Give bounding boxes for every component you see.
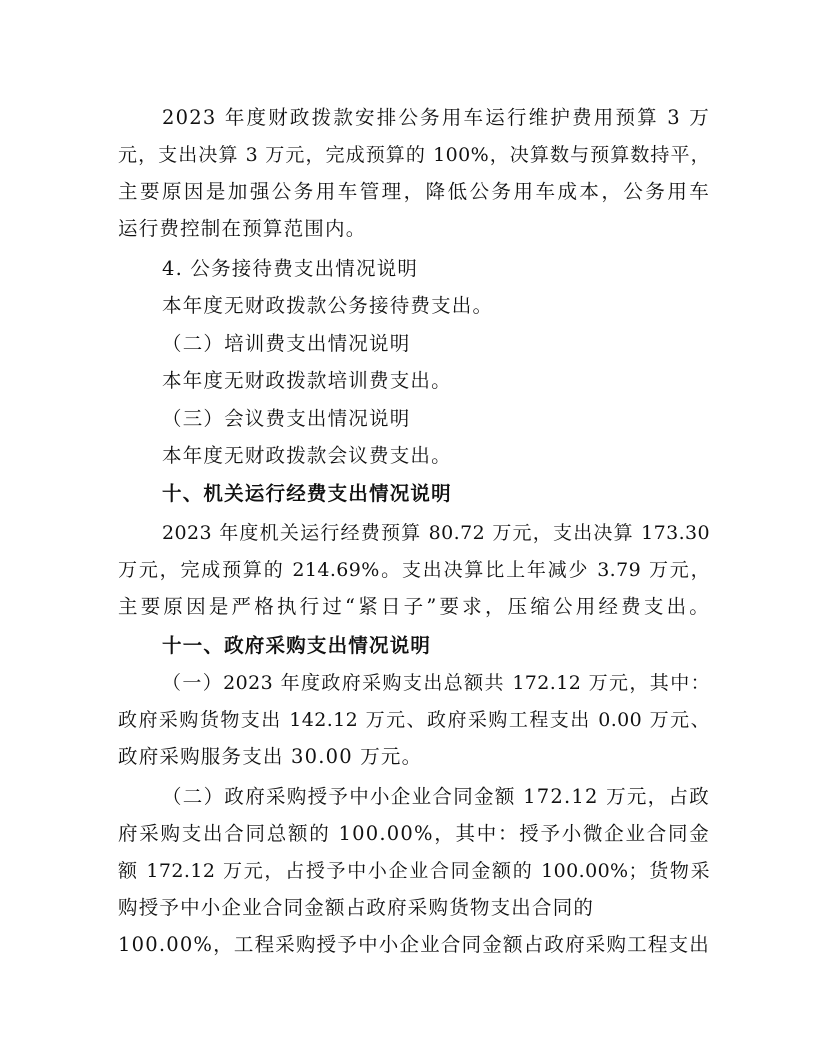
subsection-heading: 4. 公务接待费支出情况说明: [162, 257, 419, 280]
body-line: 本年度无财政拨款会议费支出。: [162, 444, 452, 467]
body-line: （二）政府采购授予中小企业合同金额 172.12 万元，占政: [162, 785, 710, 808]
body-line: （一）2023 年度政府采购支出总额共 172.12 万元，其中：: [162, 672, 710, 694]
body-line: 本年度无财政拨款公务接待费支出。: [162, 294, 494, 317]
section-heading: 十、机关运行经费支出情况说明: [162, 482, 452, 505]
body-line: 万元，完成预算的 214.69%。支出决算比上年减少 3.79 万元，: [118, 559, 710, 581]
body-line: 政府采购货物支出 142.12 万元、政府采购工程支出 0.00 万元、: [118, 709, 710, 731]
body-line: 政府采购服务支出 30.00 万元。: [118, 745, 423, 768]
body-line: 主要原因是严格执行过“紧日子”要求，压缩公用经费支出。: [118, 595, 710, 618]
body-line: 2023 年度机关运行经费预算 80.72 万元，支出决算 173.30: [162, 522, 710, 544]
section-heading: 十一、政府采购支出情况说明: [162, 634, 432, 657]
body-line: 2023 年度财政拨款安排公务用车运行维护费用预算 3 万: [162, 106, 710, 129]
body-line: 100.00%，工程采购授予中小企业合同金额占政府采购工程支出: [118, 933, 710, 956]
body-line: 运行费控制在预算范围内。: [118, 217, 367, 240]
body-line: 本年度无财政拨款培训费支出。: [162, 369, 452, 392]
body-line: 购授予中小企业合同金额占政府采购货物支出合同的: [118, 896, 595, 919]
subsection-heading: （三）会议费支出情况说明: [162, 407, 411, 430]
subsection-heading: （二）培训费支出情况说明: [162, 332, 411, 355]
body-line: 主要原因是加强公务用车管理，降低公务用车成本，公务用车: [118, 180, 710, 203]
body-line: 府采购支出合同总额的 100.00%，其中：授予小微企业合同金: [118, 822, 710, 845]
body-line: 额 172.12 万元，占授予中小企业合同金额的 100.00%；货物采: [118, 860, 710, 882]
body-line: 元，支出决算 3 万元，完成预算的 100%，决算数与预算数持平，: [118, 144, 710, 166]
